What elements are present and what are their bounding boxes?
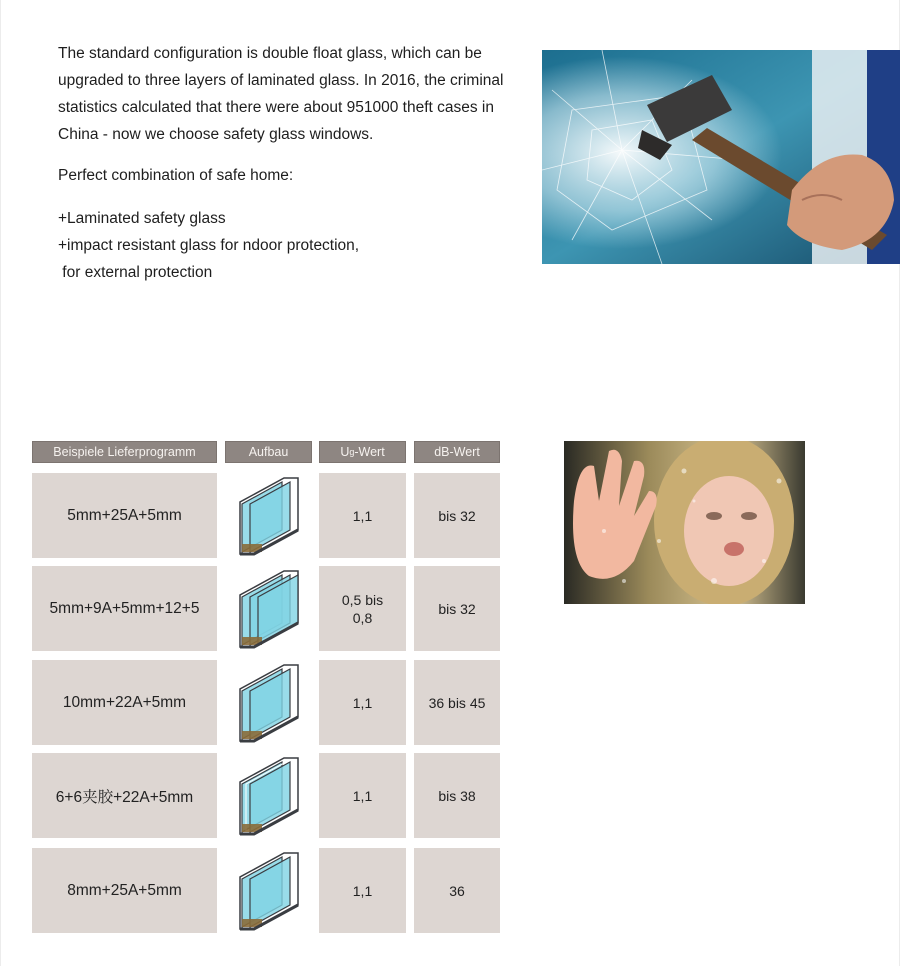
double-glazing-icon — [232, 849, 304, 931]
row-1-ug-value: 1,1 — [352, 507, 373, 524]
left-border — [0, 0, 1, 966]
row-3-ug — [319, 660, 406, 745]
header-ug-prefix: U — [340, 445, 350, 459]
row-4-db-value: bis 38 — [438, 787, 476, 804]
row-4-ug — [319, 753, 406, 838]
hammer-breaking-glass-photo — [542, 50, 900, 264]
header-program — [32, 441, 217, 463]
feature-item-2: +impact resistant glass for ndoor protection, — [58, 237, 360, 254]
row-3-ug-value: 1,1 — [352, 694, 373, 711]
triple-glazing-icon — [232, 567, 304, 649]
row-2-program — [32, 566, 217, 651]
row-5-db-value: 36 — [449, 882, 465, 899]
row-2-ug-value: 0,5 bis — [341, 591, 384, 608]
intro-subheading: Perfect combination of safe home: — [58, 167, 294, 184]
double-glazing-icon — [232, 474, 304, 556]
row-5-db — [414, 848, 500, 933]
header-db-label: dB-Wert — [434, 445, 480, 459]
intro-line-2: upgraded to three layers of laminated glass. In 2016, the criminal — [58, 72, 504, 89]
row-3-db — [414, 660, 500, 745]
feature-item-1: +Laminated safety glass — [58, 210, 226, 227]
header-db — [414, 441, 500, 463]
row-5-program — [32, 848, 217, 933]
row-3-program-label: 10mm+22A+5mm — [62, 693, 187, 711]
row-4-db — [414, 753, 500, 838]
row-2-ug — [319, 566, 406, 651]
row-5-ug — [319, 848, 406, 933]
header-build — [225, 441, 312, 463]
row-5-program-label: 8mm+25A+5mm — [67, 881, 182, 899]
row-1-db — [414, 473, 500, 558]
child-behind-glass-photo — [564, 441, 805, 604]
row-3-db-value: 36 bis 45 — [428, 694, 486, 711]
row-5-ug-value: 1,1 — [352, 882, 373, 899]
intro-line-3: statistics calculated that there were about 951000 theft cases in — [58, 99, 494, 116]
feature-item-3: for external protection — [58, 264, 213, 281]
row-1-program — [32, 473, 217, 558]
row-4-program — [32, 753, 217, 838]
intro-line-1: The standard configuration is double float glass, which can be — [58, 45, 482, 62]
laminated-glazing-icon — [232, 754, 304, 836]
row-1-ug — [319, 473, 406, 558]
header-program-label: Beispiele Lieferprogramm — [53, 445, 196, 459]
header-ug-sub: g — [349, 447, 355, 457]
row-2-db — [414, 566, 500, 651]
header-ug — [319, 441, 406, 463]
intro-text — [58, 40, 528, 286]
row-4-ug-value: 1,1 — [352, 787, 373, 804]
header-ug-suffix: -Wert — [354, 445, 385, 459]
feature-list — [58, 205, 528, 286]
row-1-program-label: 5mm+25A+5mm — [67, 506, 182, 524]
row-2-ug-value: 0,8 — [352, 609, 373, 626]
row-2-program-label: 5mm+9A+5mm+12+5 — [49, 599, 200, 617]
intro-line-4: China - now we choose safety glass windows. — [58, 126, 374, 143]
row-3-program — [32, 660, 217, 745]
row-2-db-value: bis 32 — [438, 600, 476, 617]
header-build-label: Aufbau — [248, 445, 289, 459]
row-4-program-label: 6+6夹胶+22A+5mm — [55, 788, 194, 806]
row-1-db-value: bis 32 — [438, 507, 476, 524]
double-glazing-icon — [232, 661, 304, 743]
